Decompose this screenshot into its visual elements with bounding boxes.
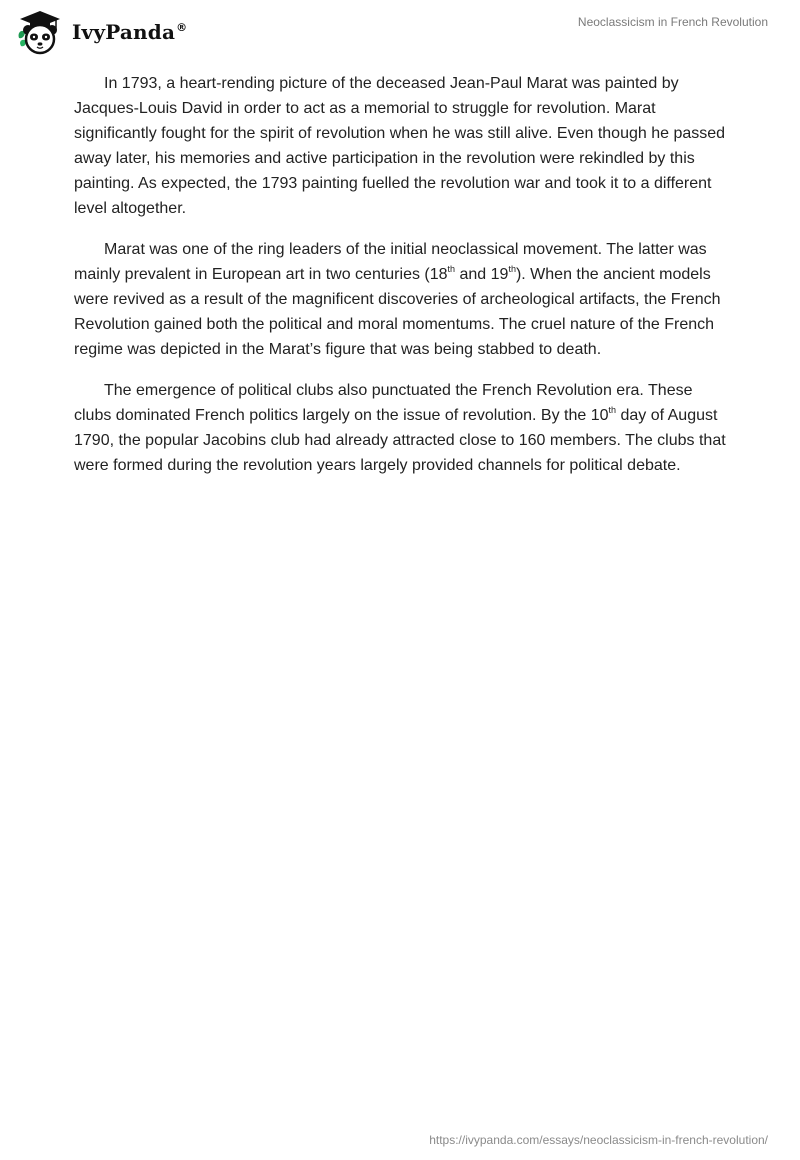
logo[interactable] [16, 8, 187, 56]
paragraph-3 [74, 378, 730, 478]
superscript-th: th [508, 263, 516, 274]
paragraph-3-part-a: The emergence of political clubs also punctuated the French Revolution era. These clubs dominated French politics largely on the issue of revolution. By the 10 [74, 382, 693, 424]
paragraph-3-part-b: day of August 1790, the popular Jacobins club had already attracted close to 160 members. The clubs that were formed during the revolution years largely provided channels for political debate. [74, 407, 726, 474]
paragraph-2 [74, 237, 730, 362]
logo-wordmark: IvyPanda [72, 20, 176, 44]
paragraph-2-part-c: ). When the ancient models were revived as a result of the magnificent discoveries of archeological artifacts, the French Revolution gained both the political and moral momentums. The cruel nature of the French regime was depicted in the Marat’s figure that was being stabbed to death. [74, 266, 721, 358]
superscript-th: th [447, 263, 456, 274]
paragraph-1: In 1793, a heart-rending picture of the deceased Jean-Paul Marat was painted by Jacques-Louis David in order to act as a memorial to struggle for revolution. Marat significantly fought for the spirit of revolution when he was still alive. Even though he passed away later, his memories and active participation in the revolution were rekindled by this painting. As expected, the 1793 painting fuelled the revolution war and took it to a different level altogether. [74, 75, 726, 217]
superscript-th: th [608, 404, 617, 415]
source-url-link[interactable]: https://ivypanda.com/essays/neoclassicism-in-french-revolution/ [429, 1133, 768, 1147]
paragraph-2-part-b: and 19 [455, 266, 509, 283]
page-header [0, 0, 800, 60]
paragraph-2-part-a: Marat was one of the ring leaders of the initial neoclassical movement. The latter was mainly prevalent in European art in two centuries (18 [74, 241, 707, 283]
essay-body [74, 71, 730, 494]
registered-mark: ® [176, 21, 188, 35]
logo-text [72, 20, 187, 44]
document-title: Neoclassicism in French Revolution [577, 15, 768, 29]
panda-graduate-icon [16, 8, 64, 56]
